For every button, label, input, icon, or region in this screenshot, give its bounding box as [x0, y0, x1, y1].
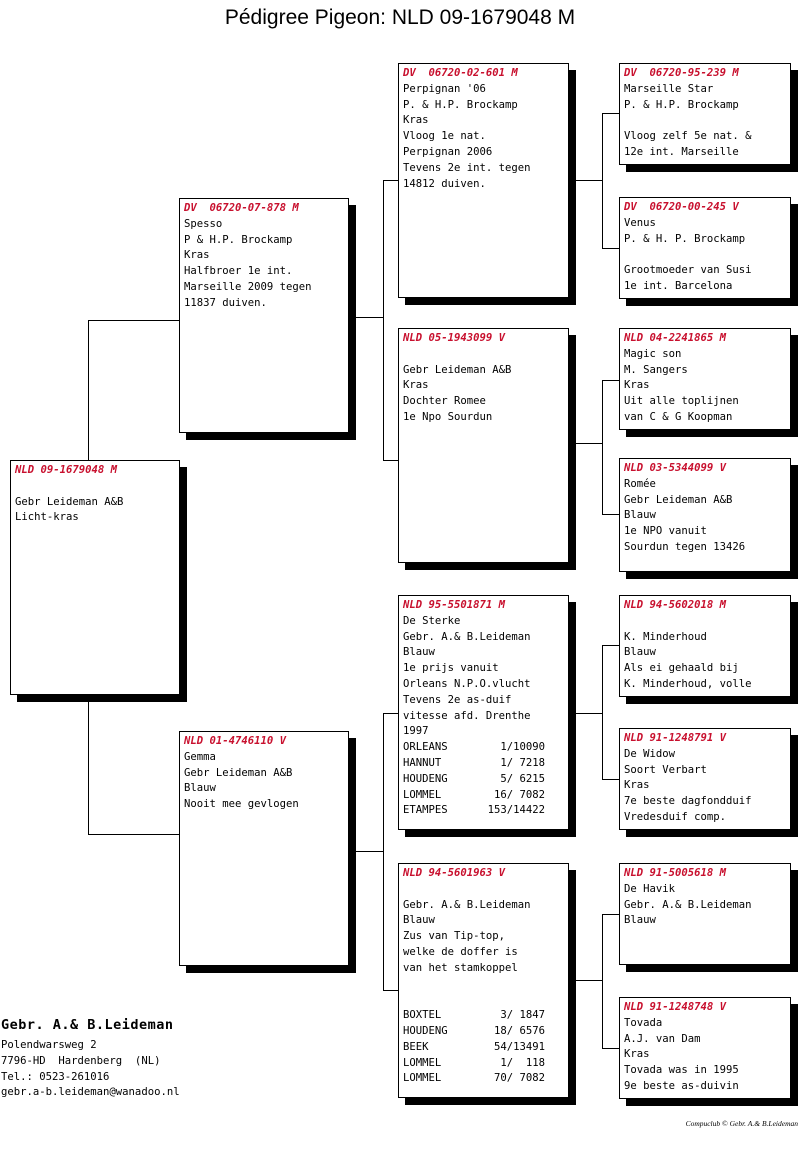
race-result-row [403, 740, 564, 756]
card-line: Kras [403, 114, 429, 127]
card-line: Gebr Leideman A&B [15, 495, 124, 508]
card-line: P. & H.P. Brockamp [624, 98, 739, 111]
card-line: Marseille 2009 tegen [184, 280, 312, 293]
subject-pigeon-card [10, 460, 180, 695]
connector-line [602, 380, 603, 514]
dam-card [179, 731, 349, 966]
card-line: Blauw [624, 646, 656, 659]
connector-line [602, 645, 620, 646]
connector-line [602, 380, 620, 381]
dam-dam-dam-card [619, 997, 791, 1099]
card-line: Tovada [624, 1016, 663, 1029]
card-line: Vloog zelf 5e nat. & [624, 130, 752, 143]
race-result: 70/ 7082 [493, 1072, 545, 1085]
card-line [403, 347, 564, 363]
connector-line [88, 320, 180, 321]
sire-dam-dam-card [619, 458, 791, 572]
ring-number: NLD 03-5344099 V [624, 462, 727, 474]
card-line: Kras [624, 1048, 650, 1061]
card-line: K. Minderhoud, volle [624, 677, 752, 690]
connector-line [88, 695, 89, 834]
race-result: 3/ 1847 [500, 1009, 545, 1022]
card-line [624, 247, 786, 263]
race-name: HANNUT [403, 756, 442, 769]
connector-line [383, 180, 384, 460]
dam-dam-card [398, 863, 569, 1098]
ring-number: NLD 04-2241865 M [624, 332, 727, 344]
sire-sire-sire-card [619, 63, 791, 165]
connector-line [383, 713, 384, 990]
card-line: Blauw [624, 509, 656, 522]
race-result: 1/ 118 [500, 1056, 545, 1069]
race-name: LOMMEL [403, 1072, 442, 1085]
card-line: De Havik [624, 882, 676, 895]
ring-number: DV 06720-02-601 M [403, 67, 518, 79]
connector-line [602, 779, 620, 780]
owner-contact-block [1, 1016, 180, 1101]
card-line [15, 479, 175, 495]
ring-number: NLD 94-5601963 V [403, 867, 506, 879]
race-result: 1/ 7218 [500, 756, 545, 769]
card-line: Venus [624, 216, 656, 229]
card-line: P. & H.P. Brockamp [403, 98, 518, 111]
owner-city: 7796-HD Hardenberg (NL) [1, 1054, 161, 1067]
ring-number: NLD 91-1248748 V [624, 1001, 727, 1013]
card-line: Kras [184, 249, 210, 262]
race-name: ORLEANS [403, 741, 448, 754]
card-line: Blauw [403, 914, 435, 927]
card-line: M. Sangers [624, 363, 688, 376]
card-line: Halfbroer 1e int. [184, 265, 293, 278]
ring-number: DV 06720-00-245 V [624, 201, 739, 213]
card-line: P. & H. P. Brockamp [624, 232, 746, 245]
connector-line [575, 443, 602, 444]
card-line: 1e int. Barcelona [624, 279, 733, 292]
card-line: Spesso [184, 217, 223, 230]
race-result-row [403, 1024, 564, 1040]
card-line: Gebr. A.& B.Leideman [403, 898, 531, 911]
card-line: Kras [624, 379, 650, 392]
card-line [624, 614, 786, 630]
card-line: Tovada was in 1995 [624, 1064, 739, 1077]
ring-number: NLD 09-1679048 M [15, 464, 118, 476]
card-line: De Sterke [403, 614, 461, 627]
card-line: Vredesduif comp. [624, 810, 727, 823]
card-line: Kras [403, 379, 429, 392]
connector-line [602, 914, 620, 915]
card-line: vitesse afd. Drenthe [403, 709, 531, 722]
race-result-row [403, 756, 564, 772]
dam-sire-card [398, 595, 569, 830]
owner-name: Gebr. A.& B.Leideman [1, 1017, 174, 1033]
card-line: Als ei gehaald bij [624, 662, 739, 675]
card-line: Marseille Star [624, 82, 714, 95]
card-line: Nooit mee gevlogen [184, 798, 299, 811]
ring-number: DV 06720-95-239 M [624, 67, 739, 79]
ring-number: NLD 95-5501871 M [403, 599, 506, 611]
card-line: 1e prijs vanuit [403, 662, 499, 675]
card-line [403, 992, 564, 1008]
race-result-row [403, 803, 564, 819]
card-line: Magic son [624, 347, 682, 360]
card-line: De Widow [624, 747, 676, 760]
card-line: Tevens 2e int. tegen [403, 161, 531, 174]
card-line: Gebr. A.& B.Leideman [403, 630, 531, 643]
connector-line [88, 834, 180, 835]
card-line: Blauw [184, 782, 216, 795]
dam-dam-sire-card [619, 863, 791, 965]
race-name: LOMMEL [403, 788, 442, 801]
connector-line [355, 851, 383, 852]
card-line: Tevens 2e as-duif [403, 693, 512, 706]
card-line: Romée [624, 477, 656, 490]
card-line: Dochter Romee [403, 395, 486, 408]
footer-credit: Compuclub © Gebr. A.& B.Leideman [685, 1119, 798, 1128]
card-line: Kras [624, 779, 650, 792]
race-result: 16/ 7082 [493, 788, 545, 801]
connector-line [602, 645, 603, 779]
card-line: Zus van Tip-top, [403, 930, 506, 943]
sire-card [179, 198, 349, 433]
card-line: 14812 duiven. [403, 177, 486, 190]
race-result-row [403, 1056, 564, 1072]
connector-line [88, 320, 89, 460]
card-line: 12e int. Marseille [624, 145, 739, 158]
card-line [624, 113, 786, 129]
card-line [403, 977, 564, 993]
card-line: Gebr Leideman A&B [403, 363, 512, 376]
race-result-row [403, 1040, 564, 1056]
ring-number: DV 06720-07-878 M [184, 202, 299, 214]
card-line: Gebr. A.& B.Leideman [624, 898, 752, 911]
ring-number: NLD 94-5602018 M [624, 599, 727, 611]
connector-line [602, 1048, 620, 1049]
race-name: HOUDENG [403, 1024, 448, 1037]
ring-number: NLD 91-1248791 V [624, 732, 727, 744]
connector-line [602, 113, 603, 248]
race-name: ETAMPES [403, 804, 448, 817]
sire-sire-card [398, 63, 569, 298]
card-line: Perpignan 2006 [403, 145, 493, 158]
connector-line [602, 514, 620, 515]
card-line: K. Minderhoud [624, 630, 707, 643]
ring-number: NLD 91-5005618 M [624, 867, 727, 879]
card-line: Gebr Leideman A&B [624, 493, 733, 506]
race-result-row [403, 1071, 564, 1087]
card-line: van het stamkoppel [403, 961, 518, 974]
race-result: 5/ 6215 [500, 772, 545, 785]
card-line: van C & G Koopman [624, 410, 733, 423]
card-line: 11837 duiven. [184, 296, 267, 309]
owner-phone: Tel.: 0523-261016 [1, 1070, 110, 1083]
card-line: 1e Npo Sourdun [403, 410, 493, 423]
card-line: 1e NPO vanuit [624, 525, 707, 538]
card-line: Vloog 1e nat. [403, 130, 486, 143]
card-line: Grootmoeder van Susi [624, 264, 752, 277]
card-line: welke de doffer is [403, 945, 518, 958]
card-line: Gebr Leideman A&B [184, 766, 293, 779]
owner-address: Polendwarsweg 2 [1, 1039, 97, 1051]
owner-email: gebr.a-b.leideman@wanadoo.nl [1, 1086, 180, 1099]
connector-line [575, 180, 602, 181]
card-line: Blauw [403, 646, 435, 659]
connector-line [602, 248, 620, 249]
ring-number: NLD 01-4746110 V [184, 735, 287, 747]
connector-line [575, 980, 602, 981]
race-result: 153/14422 [487, 804, 545, 817]
card-line: Blauw [624, 914, 656, 927]
card-line: Soort Verbart [624, 763, 707, 776]
race-result: 54/13491 [493, 1040, 545, 1053]
race-name: BEEK [403, 1040, 429, 1053]
card-line: 7e beste dagfondduif [624, 795, 752, 808]
race-result-row [403, 788, 564, 804]
card-line: Orleans N.P.O.vlucht [403, 677, 531, 690]
card-line [403, 882, 564, 898]
card-line: A.J. van Dam [624, 1032, 701, 1045]
race-result-row [403, 772, 564, 788]
card-line: P & H.P. Brockamp [184, 233, 293, 246]
connector-line [602, 113, 620, 114]
sire-dam-card [398, 328, 569, 563]
card-line: Gemma [184, 750, 216, 763]
sire-sire-dam-card [619, 197, 791, 299]
card-line: 1997 [403, 725, 429, 738]
connector-line [575, 713, 602, 714]
race-result-row [403, 1008, 564, 1024]
card-line: 9e beste as-duivin [624, 1079, 739, 1092]
connector-line [355, 317, 383, 318]
card-line: Perpignan '06 [403, 82, 486, 95]
race-result: 18/ 6576 [493, 1024, 545, 1037]
connector-line [602, 914, 603, 1048]
ring-number: NLD 05-1943099 V [403, 332, 506, 344]
dam-sire-dam-card [619, 728, 791, 830]
dam-sire-sire-card [619, 595, 791, 697]
race-name: HOUDENG [403, 772, 448, 785]
page-title: Pédigree Pigeon: NLD 09-1679048 M [224, 6, 576, 29]
race-name: LOMMEL [403, 1056, 442, 1069]
card-line: Uit alle toplijnen [624, 395, 739, 408]
card-line: Licht-kras [15, 511, 79, 524]
card-line: Sourdun tegen 13426 [624, 540, 746, 553]
race-name: BOXTEL [403, 1009, 442, 1022]
sire-dam-sire-card [619, 328, 791, 430]
race-result: 1/10090 [500, 741, 545, 754]
